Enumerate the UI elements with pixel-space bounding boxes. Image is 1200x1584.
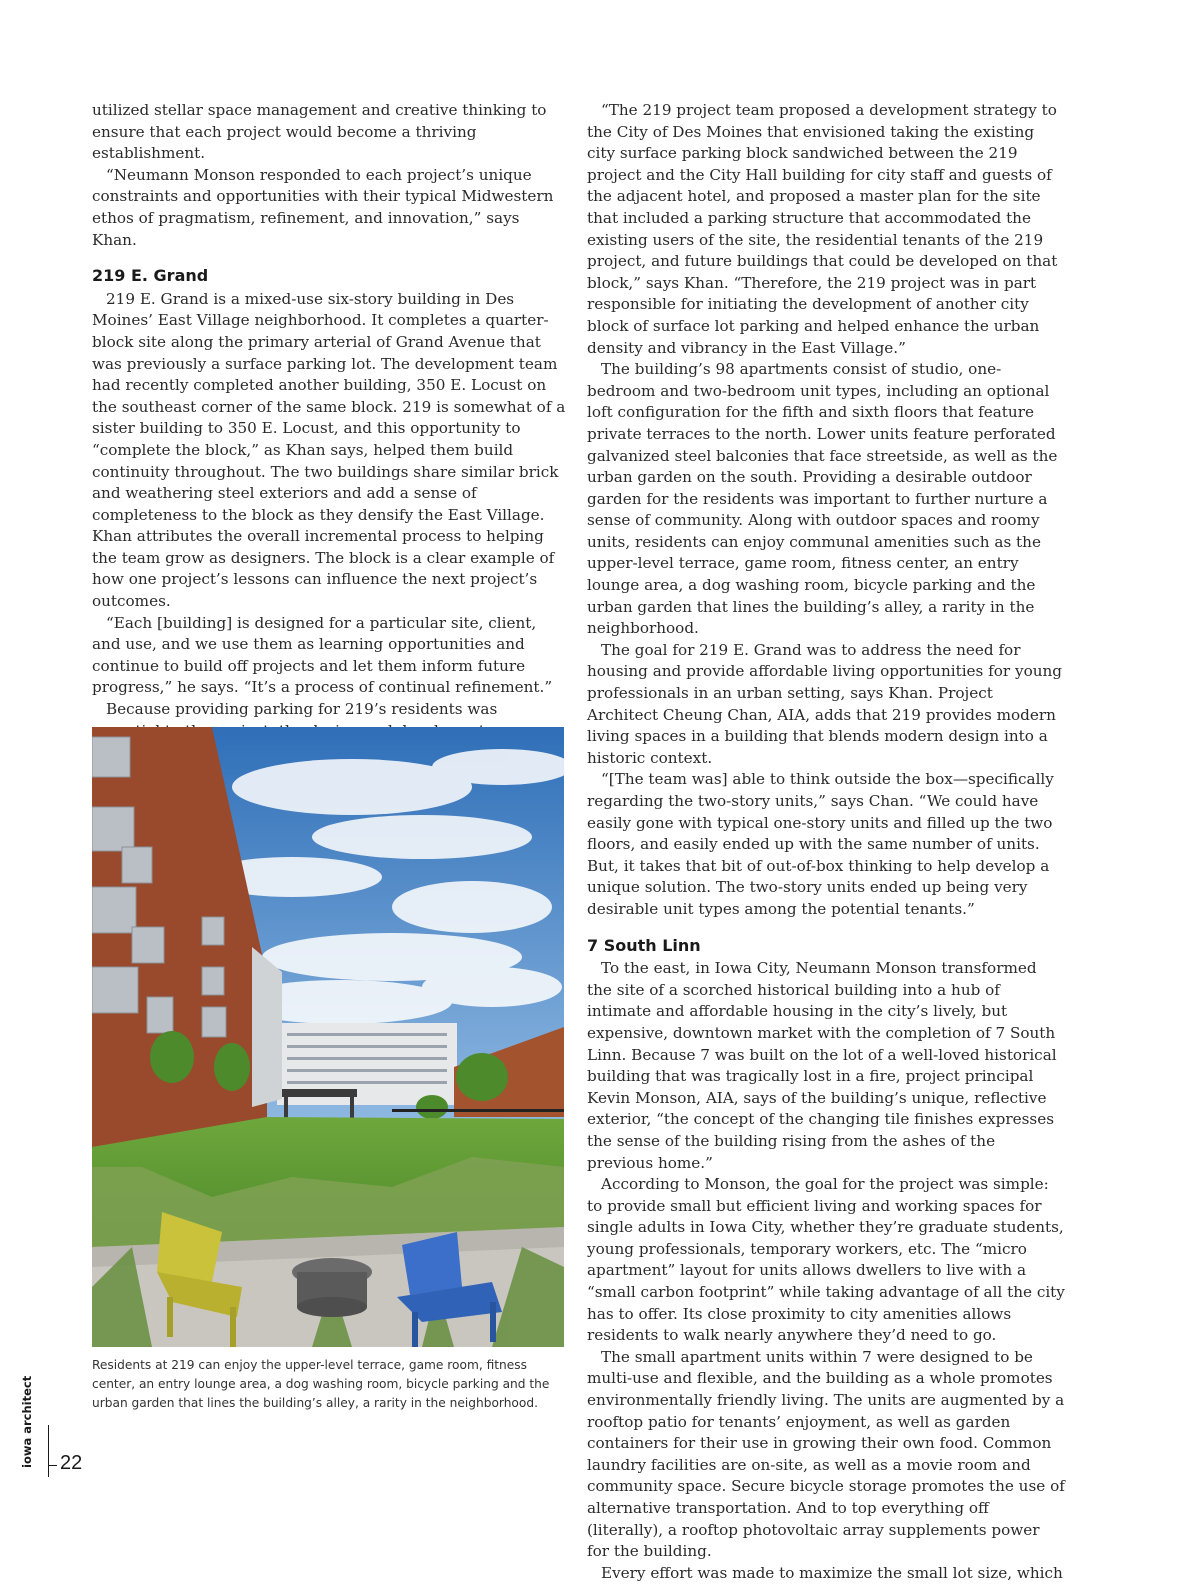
courtyard-illustration: [92, 727, 564, 1347]
courtyard-photo: [92, 727, 564, 1347]
photo-caption: Residents at 219 can enjoy the upper-level terrace, game room, fitness center, an entry lounge area, a dog washing room, bicycle parking and the urban garden that lines the building’s alley, a rarity in the neighborhood.: [92, 1358, 550, 1410]
folio-tick: [49, 1465, 57, 1466]
body-paragraph: The small apartment units within 7 were designed to be multi-use and flexible, and the building as a whole promotes environmentally friendly living. The units are augmented by a rooftop patio for tenants’ enjoyment, as well as garden containers for their use in growing their own food. Common laundry facilities are on-site, as well as a movie room and community space. Secure bicycle storage promotes the use of alternative transportation. And to top everything off (literally), a rooftop photovoltaic array supplements power for the building.: [587, 1347, 1065, 1561]
body-paragraph: The goal for 219 E. Grand was to address the need for housing and provide affordable living opportunities for young professionals in an urban setting, says Khan. Project Architect Cheung Chan, AIA, adds that 219 provides modern living spaces in a building that blends modern design into a historic context.: [587, 640, 1063, 767]
body-paragraph: Because providing parking for 219’s residents was: [106, 700, 498, 719]
body-paragraph: “Neumann Monson responded to each project’s unique constraints and opportunities with their typical Midwestern ethos of pragmatism, refinement, and innovation,” says Khan.: [92, 165, 554, 249]
body-paragraph: “The 219 project team proposed a development strategy to the City of Des Moines that envisioned taking the existing city surface parking block sandwiched between the 219 project and the City Hall building for city staff and guests of the adjacent hotel, and proposed a master plan for the site that included a parking structure that accommodated the existing users of the site, the residential tenants of the 219 project, and future buildings that could be developed on that block,” says Khan. “Therefore, the 219 project was in part responsible for initiating the development of another city block of surface lot parking and helped enhance the urban density and vibrancy in the East Village.”: [587, 101, 1058, 357]
body-paragraph: “Each [building] is designed for a particular site, client, and use, and we use them as learning opportunities and continue to build off projects and let them inform future progress,” he says. “It’s a process of continual refinement.”: [92, 613, 553, 697]
section-heading-219-e-grand: 219 E. Grand: [92, 266, 209, 286]
body-paragraph: “[The team was] able to think outside the box—specifically regarding the two-story units,” says Chan. “We could have easily gone with typical one-story units and filled up the two floors, and easily ended up with the same number of units. But, it takes that bit of out-of-box thinking to help develop a unique solution. The two-story units ended up being very desirable unit types among the potential tenants.”: [587, 770, 1054, 918]
folio-rule: [48, 1425, 49, 1477]
body-paragraph: According to Monson, the goal for the project was simple: to provide small but efficient living and working spaces for single adults in Iowa City, whether they’re graduate students, young professionals, temporary workers, etc. The “micro apartment” layout for units allows dwellers to live with a “small carbon footprint” while taking advantage of all the city has to offer. Its close proximity to city amenities allows residents to walk nearly anywhere they’d need to go.: [587, 1175, 1065, 1345]
body-paragraph: utilized stellar space management and creative thinking to ensure that each project would become a thriving establishment.: [92, 101, 547, 163]
section-heading-7-south-linn: 7 South Linn: [587, 935, 701, 955]
body-paragraph: The building’s 98 apartments consist of studio, one-bedroom and two-bedroom unit types, including an optional loft configuration for the fifth and sixth floors that feature private terraces to the north. Lower units feature perforated galvanized steel balconies that face streetside, as well as the urban garden on the south. Providing a desirable outdoor garden for the residents was important to further nurture a sense of community. Along with outdoor spaces and roomy units, residents can enjoy communal amenities such as the upper-level terrace, game room, fitness center, an entry lounge area, a dog washing room, bicycle parking and the urban garden that lines the building’s alley, a rarity in the neighborhood.: [587, 360, 1058, 638]
body-paragraph: Every effort was made to maximize the small lot size, which: [601, 1563, 1063, 1582]
right-column: [587, 100, 1065, 1584]
page-number: 22: [60, 1452, 83, 1474]
publication-name: iowa architect: [20, 1375, 34, 1468]
left-column: [92, 100, 566, 785]
body-paragraph: 219 E. Grand is a mixed-use six-story building in Des Moines’ East Village neighborhood. It completes a quarter-block site along the primary arterial of Grand Avenue that was previously a surface parking lot. The development team had recently completed another building, 350 E. Locust on the southeast corner of the same block. 219 is somewhat of a sister building to 350 E. Locust, and this opportunity to “complete the block,” as Khan says, helped them build continuity throughout. The two buildings share similar brick and weathering steel exteriors and add a sense of completeness to the block as they densify the East Village. Khan attributes the overall incremental process to helping the team grow as designers. The block is a clear example of how one project’s lessons can influence the next project’s outcomes.: [92, 289, 566, 611]
body-paragraph: To the east, in Iowa City, Neumann Monson transformed the site of a scorched historical building into a hub of intimate and affordable housing in the city’s lively, but expensive, downtown market with the completion of 7 South Linn. Because 7 was built on the lot of a well-loved historical building that was tragically lost in a fire, project principal Kevin Monson, AIA, says of the building’s unique, reflective exterior, “the concept of the changing tile finishes expresses the sense of the building rising from the ashes of the previous home.”: [587, 959, 1057, 1172]
